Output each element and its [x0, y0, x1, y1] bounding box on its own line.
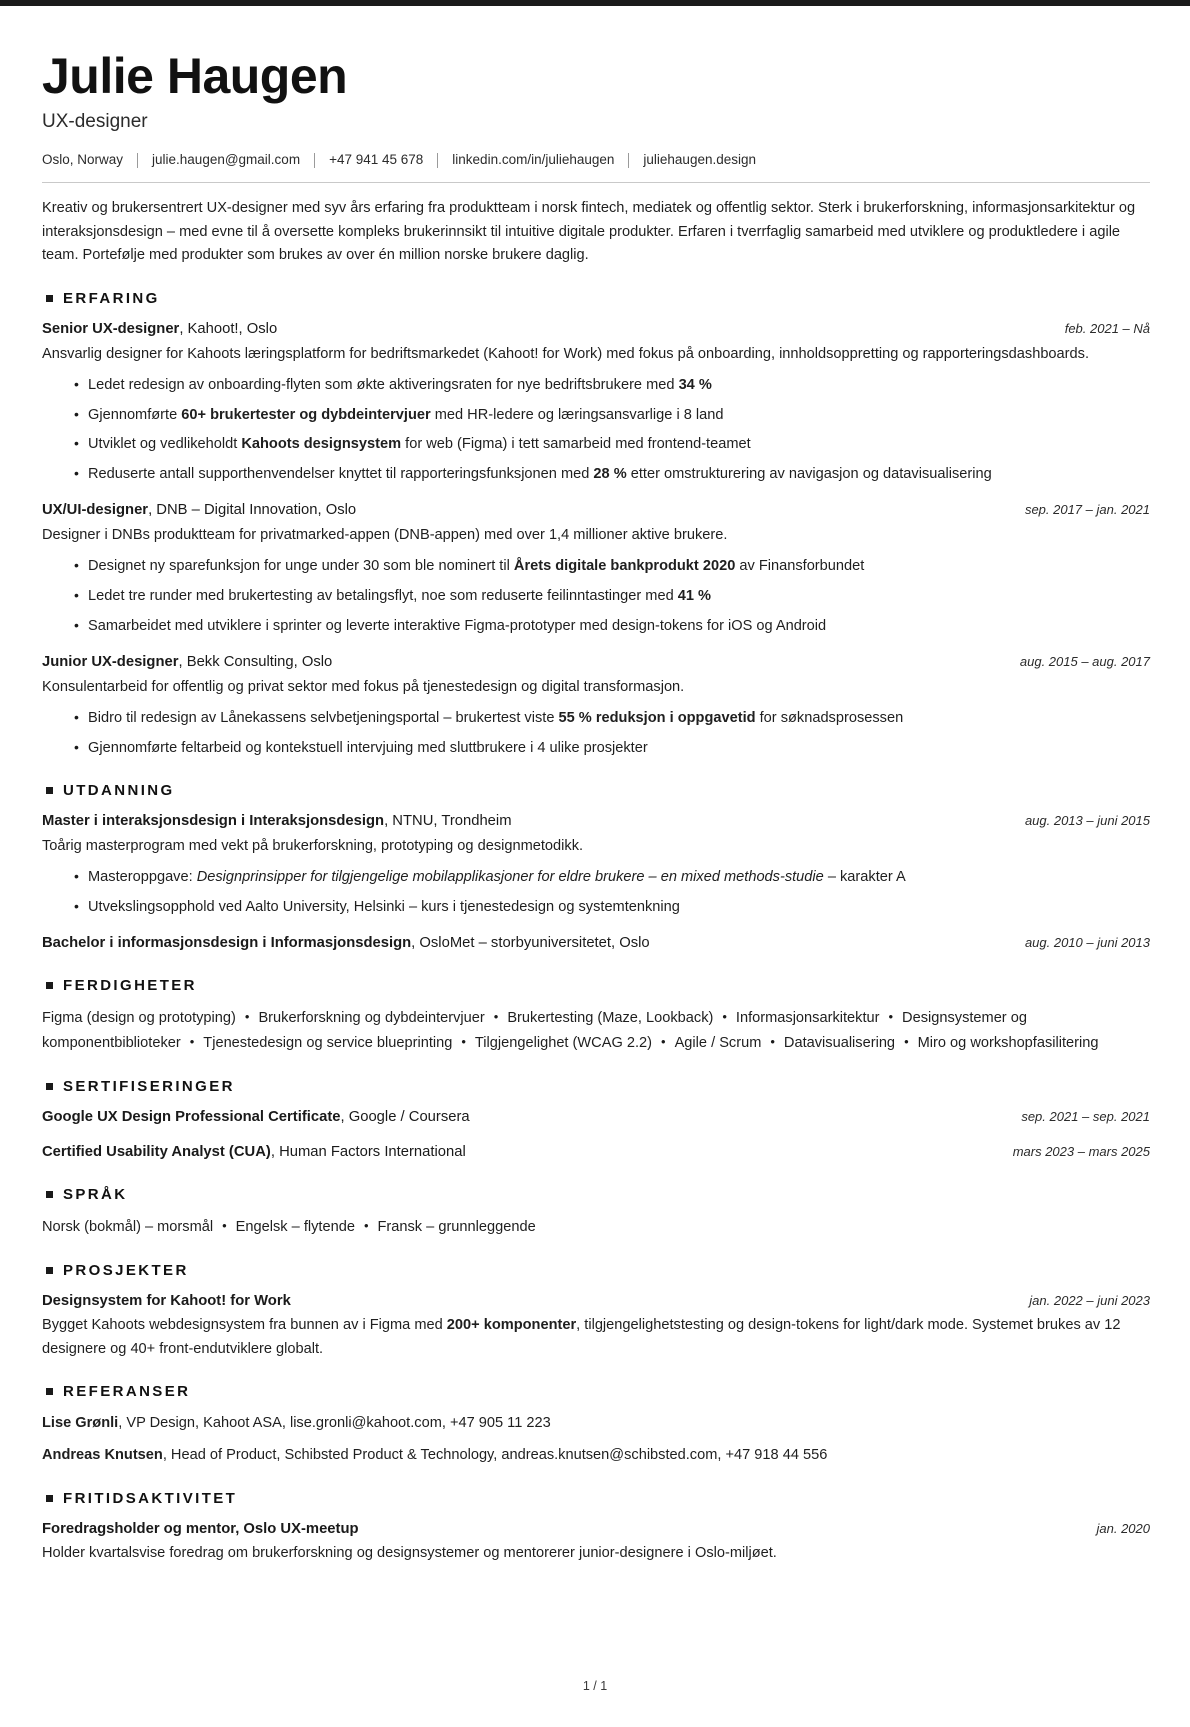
entry-header	[42, 652, 1150, 673]
reference-name: Andreas Knutsen	[42, 1447, 163, 1464]
emphasis-text: 55 % reduksjon i oppgavetid	[558, 709, 756, 726]
section-title: SERTIFISERINGER	[63, 1077, 235, 1095]
entry-title	[42, 1291, 291, 1312]
entry-organization: , Google / Coursera	[340, 1108, 470, 1125]
list-item	[74, 463, 1150, 487]
section-utdanning	[42, 782, 1150, 955]
section-header-sertifiseringer	[42, 1078, 1150, 1095]
entry-role: Designsystem for Kahoot! for Work	[42, 1292, 291, 1309]
plain-text: med HR-ledere og læringsansvarlige i 8 land	[430, 406, 724, 423]
entry-date: jan. 2022 – juni 2023	[1029, 1292, 1150, 1308]
header-divider	[42, 182, 1150, 183]
entry-role: Foredragsholder og mentor, Oslo UX-meetup	[42, 1520, 359, 1537]
entry-date: mars 2023 – mars 2025	[1012, 1144, 1150, 1160]
languages-list	[42, 1215, 1150, 1240]
list-item	[74, 585, 1150, 609]
entry-header	[42, 319, 1150, 340]
dot-separator-icon: •	[904, 1033, 909, 1049]
entry-description	[42, 1314, 1150, 1361]
section-header-erfaring	[42, 290, 1150, 307]
resume-page	[0, 50, 1190, 1727]
section-sertifiseringer	[42, 1078, 1150, 1164]
section-referanser	[42, 1383, 1150, 1468]
resume-entry	[42, 500, 1150, 638]
entry-organization: , Kahoot!, Oslo	[179, 321, 278, 338]
list-item	[74, 555, 1150, 579]
square-bullet-icon	[46, 1267, 53, 1274]
section-title: SPRÅK	[63, 1185, 128, 1203]
entry-role: Google UX Design Professional Certificate	[42, 1108, 341, 1125]
contact-separator	[314, 153, 315, 168]
dot-separator-icon: •	[461, 1033, 466, 1049]
entry-header	[42, 1107, 1150, 1128]
square-bullet-icon	[46, 1083, 53, 1090]
section-title: UTDANNING	[63, 782, 175, 800]
square-bullet-icon	[46, 1191, 53, 1198]
reference-details: , VP Design, Kahoot ASA, lise.gronli@kahoot.com, +47 905 11 223	[118, 1415, 551, 1432]
section-prosjekter	[42, 1262, 1150, 1361]
square-bullet-icon	[46, 787, 53, 794]
contact-item[interactable]: julie.haugen@gmail.com	[152, 152, 301, 168]
section-header-prosjekter	[42, 1262, 1150, 1279]
section-title: PROSJEKTER	[63, 1261, 189, 1279]
emphasis-text: 200+ komponenter	[446, 1317, 577, 1334]
section-header-utdanning	[42, 782, 1150, 799]
inline-list-item: Designsystemer og komponentbiblioteker	[42, 1009, 1027, 1051]
entry-date: feb. 2021 – Nå	[1064, 321, 1150, 337]
entry-role: UX/UI-designer	[42, 502, 149, 519]
plain-text: Masteroppgave:	[88, 869, 197, 886]
section-header-ferdigheter	[42, 977, 1150, 994]
section-title: ERFARING	[63, 290, 160, 308]
entry-role: Junior UX-designer	[42, 654, 179, 671]
entry-bullet-list	[42, 555, 1150, 638]
entry-role: Bachelor i informasjonsdesign i Informasjonsdesign	[42, 935, 412, 952]
dot-separator-icon: •	[363, 1217, 369, 1233]
contact-item[interactable]: linkedin.com/in/juliehaugen	[452, 152, 615, 168]
plain-text: Utviklet og vedlikeholdt	[88, 436, 242, 453]
resume-entry	[42, 933, 1150, 954]
list-item	[74, 433, 1150, 457]
entry-role: Certified Usability Analyst (CUA)	[42, 1144, 271, 1161]
inline-list-item: Figma (design og prototyping)	[42, 1009, 236, 1026]
entry-date: aug. 2013 – juni 2015	[1024, 813, 1150, 829]
dot-separator-icon: •	[493, 1008, 499, 1024]
inline-list-item: Datavisualisering	[783, 1034, 896, 1051]
resume-entry	[42, 652, 1150, 760]
entry-organization: , NTNU, Trondheim	[384, 813, 512, 830]
entry-bullet-list	[42, 866, 1150, 919]
entry-organization: , OsloMet – storbyuniversitetet, Oslo	[411, 935, 650, 952]
plain-text: Bidro til redesign av Lånekassens selvbetjeningsportal – brukertest viste	[88, 709, 559, 726]
contact-item[interactable]: +47 941 45 678	[329, 152, 424, 168]
entry-role: Master i interaksjonsdesign i Interaksjonsdesign	[42, 813, 385, 830]
section-header-referanser	[42, 1383, 1150, 1400]
inline-list-item: Fransk – grunnleggende	[377, 1218, 536, 1235]
entry-role: Senior UX-designer	[42, 321, 180, 338]
reference-item	[42, 1412, 1150, 1435]
emphasis-text: Kahoots designsystem	[241, 436, 402, 453]
list-item	[74, 404, 1150, 428]
contact-separator	[628, 153, 629, 168]
contact-line	[42, 151, 1150, 170]
emphasis-text: 41 %	[677, 587, 712, 604]
utdanning-entry-list	[42, 811, 1150, 955]
plain-text: Reduserte antall supporthenvendelser knyttet til rapporteringsfunksjonen med	[88, 465, 594, 482]
inline-list-item: Norsk (bokmål) – morsmål	[42, 1218, 214, 1235]
entry-title	[42, 500, 356, 521]
dot-separator-icon: •	[244, 1008, 250, 1024]
summary-paragraph: Kreativ og brukersentrert UX-designer med syv års erfaring fra produktteam i norsk fintech, mediatek og offentlig sektor. Sterk i brukerforskning, informasjonsarkitektur og interaksjonsdesign – med evne til å oversette kompleks brukerinnsikt til intuitive digitale produkter. Erfaren i tverrfaglig samarbeid med utviklere og produktledere i agile team. Portefølje med produkter som brukes av over én million norske brukere daglig.	[42, 200, 1136, 264]
contact-item[interactable]: Oslo, Norway	[42, 152, 124, 168]
activity-entry-list	[42, 1519, 1150, 1566]
entry-organization: , DNB – Digital Innovation, Oslo	[148, 502, 357, 519]
entry-header	[42, 933, 1150, 954]
inline-list-item: Agile / Scrum	[674, 1034, 762, 1051]
contact-item[interactable]: juliehaugen.design	[643, 152, 757, 168]
entry-organization: , Human Factors International	[270, 1144, 466, 1161]
entry-header	[42, 1142, 1150, 1163]
entry-date: sep. 2021 – sep. 2021	[1021, 1108, 1150, 1124]
page-footer: 1 / 1	[582, 1679, 608, 1693]
italic-text: Designprinsipper for tilgjengelige mobilapplikasjoner for eldre brukere – en mixed methods-studie	[196, 869, 824, 886]
plain-text: Ledet redesign av onboarding-flyten som økte aktiveringsraten for nye bedriftsbrukere med	[88, 376, 679, 393]
job-title: UX-designer	[42, 110, 148, 132]
resume-entry	[42, 1142, 1150, 1163]
entry-title	[42, 933, 650, 954]
inline-list-item: Engelsk – flytende	[235, 1218, 355, 1235]
entry-title	[42, 1519, 359, 1540]
resume-entry	[42, 1519, 1150, 1566]
contact-separator	[137, 153, 138, 168]
plain-text: Gjennomførte	[88, 406, 182, 423]
inline-list-item: Miro og workshopfasilitering	[917, 1034, 1099, 1051]
resume-entry	[42, 319, 1150, 486]
dot-separator-icon: •	[661, 1033, 666, 1049]
contact-separator	[437, 153, 438, 168]
section-header-fritidsaktivitet	[42, 1490, 1150, 1507]
entry-header	[42, 1519, 1150, 1540]
emphasis-text: 28 %	[593, 465, 627, 482]
skills-list	[42, 1006, 1150, 1056]
square-bullet-icon	[46, 295, 53, 302]
entry-description: Konsulentarbeid for offentlig og privat sektor med fokus på tjenestedesign og digital transformasjon.	[42, 678, 685, 695]
inline-list-item: Brukertesting (Maze, Lookback)	[507, 1009, 714, 1026]
section-title: REFERANSER	[63, 1383, 191, 1401]
inline-list-item: Tjenestedesign og service blueprinting	[203, 1034, 453, 1051]
square-bullet-icon	[46, 1388, 53, 1395]
project-entry-list	[42, 1291, 1150, 1361]
entry-date: aug. 2010 – juni 2013	[1024, 935, 1150, 951]
entry-description: Ansvarlig designer for Kahoots læringsplatform for bedriftsmarkedet (Kahoot! for Work) med fokus på onboarding, innholdsoppretting og rapporteringsdashboards.	[42, 345, 1089, 362]
dot-separator-icon: •	[722, 1008, 727, 1024]
resume-entry	[42, 811, 1150, 919]
inline-list-item: Brukerforskning og dybdeintervjuer	[258, 1009, 485, 1026]
plain-text: – karakter A	[823, 869, 906, 886]
entry-description: Designer i DNBs produktteam for privatmarked-appen (DNB-appen) med over 1,4 millioner aktive brukere.	[42, 526, 728, 543]
plain-text: Ledet tre runder med brukertesting av betalingsflyt, noe som reduserte feilinntastinger med	[88, 587, 678, 604]
resume-entry	[42, 1291, 1150, 1361]
entry-header	[42, 811, 1150, 832]
entry-date: jan. 2020	[1096, 1520, 1150, 1536]
entry-date: sep. 2017 – jan. 2021	[1024, 502, 1150, 518]
dot-separator-icon: •	[770, 1033, 775, 1049]
entry-bullet-list	[42, 374, 1150, 487]
entry-title	[42, 319, 277, 340]
entry-title	[42, 1107, 470, 1128]
certification-entry-list	[42, 1107, 1150, 1164]
section-title: FRITIDSAKTIVITET	[63, 1489, 238, 1507]
entry-header	[42, 500, 1150, 521]
section-title: FERDIGHETER	[63, 976, 197, 994]
reference-list	[42, 1412, 1150, 1468]
section-fritidsaktivitet	[42, 1490, 1150, 1566]
entry-date: aug. 2015 – aug. 2017	[1019, 654, 1150, 670]
plain-text: Gjennomførte feltarbeid og kontekstuell intervjuing med sluttbrukere i 4 ulike prosjekter	[88, 739, 648, 756]
dot-separator-icon: •	[888, 1008, 894, 1024]
entry-title	[42, 811, 512, 832]
reference-name: Lise Grønli	[42, 1415, 119, 1432]
entry-description: Holder kvartalsvise foredrag om brukerforskning og designsystemer og mentorerer junior-designere i Oslo-miljøet.	[42, 1545, 777, 1562]
page-title: Julie Haugen	[42, 48, 348, 104]
emphasis-text: Årets digitale bankprodukt 2020	[513, 558, 736, 575]
square-bullet-icon	[46, 982, 53, 989]
plain-text: Utvekslingsopphold ved Aalto University, Helsinki – kurs i tjenestedesign og systemtenkning	[88, 898, 680, 915]
entry-title	[42, 1142, 466, 1163]
section-sprak	[42, 1186, 1150, 1240]
plain-text: Bygget Kahoots webdesignsystem fra bunnen av i Figma med	[42, 1317, 447, 1334]
top-accent-bar	[0, 0, 1190, 6]
entry-bullet-list	[42, 707, 1150, 760]
emphasis-text: 60+ brukertester og dybdeintervjuer	[181, 406, 431, 423]
section-erfaring	[42, 290, 1150, 760]
erfaring-entry-list	[42, 319, 1150, 760]
list-item	[74, 737, 1150, 761]
plain-text: for web (Figma) i tett samarbeid med frontend-teamet	[401, 436, 751, 453]
section-header-sprak	[42, 1186, 1150, 1203]
reference-item	[42, 1444, 1150, 1467]
emphasis-text: 34 %	[678, 376, 712, 393]
list-item	[74, 374, 1150, 398]
list-item	[74, 866, 1150, 890]
square-bullet-icon	[46, 1495, 53, 1502]
inline-list-item: Tilgjengelighet (WCAG 2.2)	[474, 1034, 653, 1051]
entry-title	[42, 652, 332, 673]
list-item	[74, 896, 1150, 920]
dot-separator-icon: •	[222, 1217, 227, 1233]
resume-entry	[42, 1107, 1150, 1128]
entry-header	[42, 1291, 1150, 1312]
plain-text: Designet ny sparefunksjon for unge under 30 som ble nominert til	[88, 558, 514, 575]
list-item	[74, 615, 1150, 639]
entry-organization: , Bekk Consulting, Oslo	[178, 654, 333, 671]
section-ferdigheter	[42, 977, 1150, 1056]
plain-text: etter omstrukturering av navigasjon og datavisualisering	[626, 465, 992, 482]
plain-text: for søknadsprosessen	[755, 709, 904, 726]
plain-text: Samarbeidet med utviklere i sprinter og leverte interaktive Figma-prototyper med design-tokens for iOS og Android	[88, 617, 827, 634]
entry-description: Toårig masterprogram med vekt på brukerforskning, prototyping og designmetodikk.	[42, 837, 584, 854]
list-item	[74, 707, 1150, 731]
dot-separator-icon: •	[189, 1033, 195, 1049]
plain-text: av Finansforbundet	[735, 558, 865, 575]
reference-details: , Head of Product, Schibsted Product & Technology, andreas.knutsen@schibsted.com, +47 918 44 556	[162, 1447, 828, 1464]
inline-list-item: Informasjonsarkitektur	[735, 1009, 880, 1026]
plain-text: , tilgjengelighetstesting og design-tokens for light/dark mode. Systemet brukes av 12 designere og 40+ front-endutviklere globalt.	[42, 1317, 1121, 1357]
